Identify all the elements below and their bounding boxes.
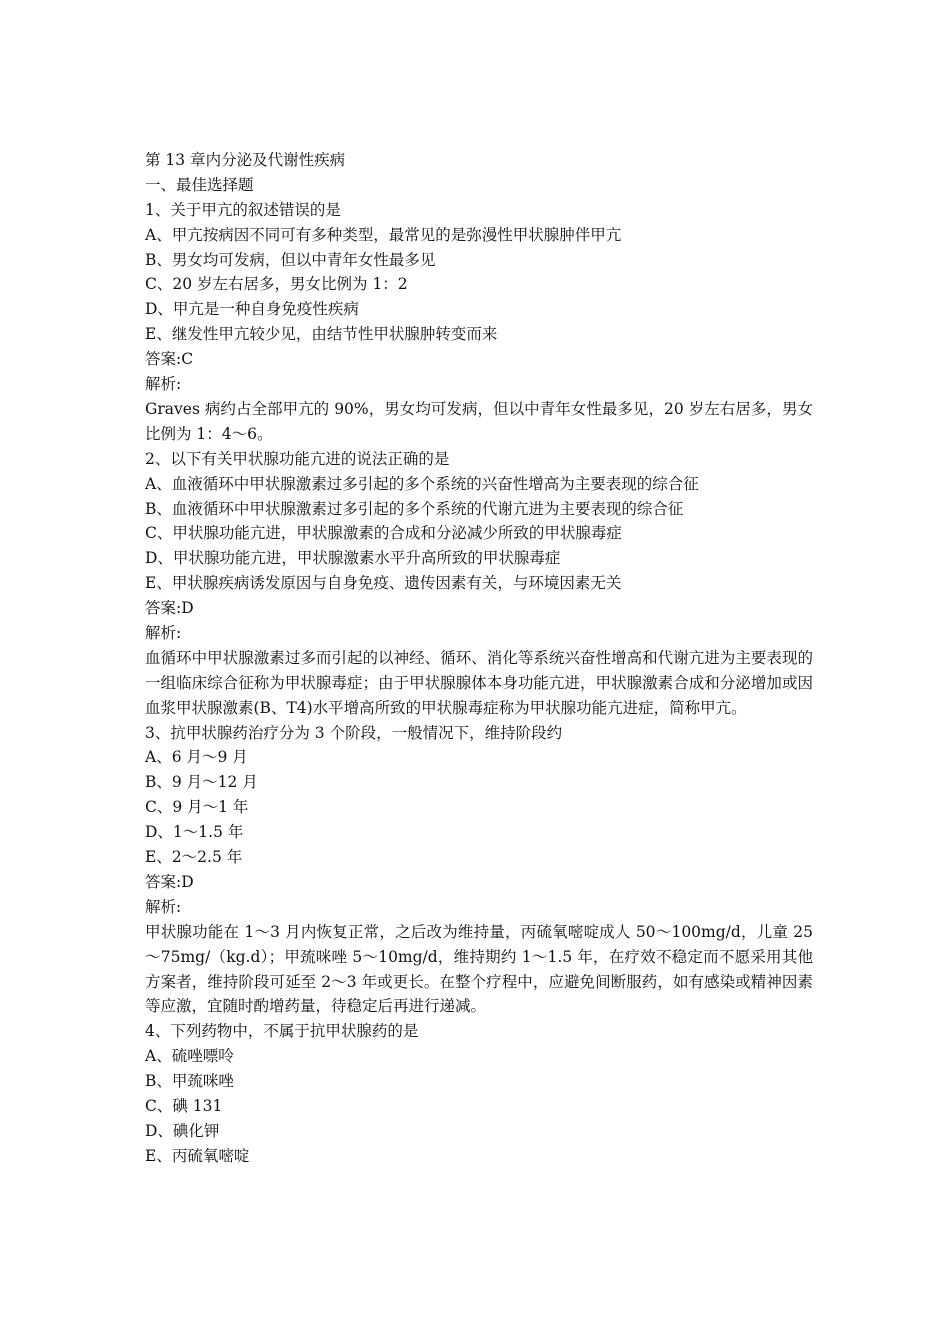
answer: 答案:D [145, 872, 194, 891]
section-title: 一、最佳选择题 [145, 175, 254, 194]
option-c: C、9 月～1 年 [145, 798, 249, 817]
option-e: E、2～2.5 年 [145, 848, 243, 867]
option-a: A、血液循环中甲状腺激素过多引起的多个系统的兴奋性增高为主要表现的综合征 [145, 474, 699, 493]
question-2 [145, 447, 813, 721]
question-stem: 4、下列药物中，不属于抗甲状腺药的是 [145, 1022, 419, 1041]
option-c: C、碘 131 [145, 1096, 223, 1115]
option-c: C、20 岁左右居多，男女比例为 1：2 [145, 275, 408, 294]
option-b: B、血液循环中甲状腺激素过多引起的多个系统的代谢亢进为主要表现的综合征 [145, 499, 684, 518]
answer: 答案:C [145, 350, 194, 369]
analysis-label: 解析: [145, 897, 182, 916]
analysis-text: Graves 病约占全部甲亢的 90%，男女均可发病，但以中青年女性最多见，20 岁左右居多，男女比例为 1：4～6。 [145, 399, 813, 443]
chapter-title: 第 13 章内分泌及代谢性疾病 [145, 151, 346, 169]
option-b: B、男女均可发病，但以中青年女性最多见 [145, 250, 436, 269]
document-body [145, 148, 813, 1169]
answer: 答案:D [145, 599, 194, 618]
analysis-label: 解析: [145, 623, 182, 642]
question-1 [145, 198, 813, 447]
option-d: D、碘化钾 [145, 1121, 220, 1140]
option-e: E、甲状腺疾病诱发原因与自身免疫、遗传因素有关，与环境因素无关 [145, 574, 622, 593]
question-stem: 2、以下有关甲状腺功能亢进的说法正确的是 [145, 449, 450, 468]
analysis-label: 解析: [145, 375, 182, 394]
question-stem: 3、抗甲状腺药治疗分为 3 个阶段，一般情况下，维持阶段约 [145, 723, 563, 742]
option-b: B、甲巯咪唑 [145, 1072, 234, 1091]
option-c: C、甲状腺功能亢进，甲状腺激素的合成和分泌减少所致的甲状腺毒症 [145, 524, 622, 543]
question-3 [145, 721, 813, 1020]
option-a: A、硫唑嘌呤 [145, 1047, 234, 1066]
option-b: B、9 月～12 月 [145, 773, 258, 792]
question-4 [145, 1019, 813, 1168]
option-d: D、甲亢是一种自身免疫性疾病 [145, 300, 359, 319]
question-stem: 1、关于甲亢的叙述错误的是 [145, 200, 341, 219]
option-e: E、丙硫氧嘧啶 [145, 1146, 250, 1165]
option-d: D、1～1.5 年 [145, 823, 244, 842]
analysis-text: 甲状腺功能在 1～3 月内恢复正常，之后改为维持量，丙硫氧嘧啶成人 50～100mg/d，儿童 25～75mg/（kg.d）；甲巯咪唑 5～10mg/d，维持期约 1～1.5 年，在疗效不稳定而不愿采用其他方案者，维持阶段可延至 2～3 年或更长。在整个疗程中，应避免间断服药，如有感染或精神因素等应激，宜随时酌增药量，待稳定后再进行递减。 [145, 922, 813, 1016]
option-a: A、甲亢按病因不同可有多种类型，最常见的是弥漫性甲状腺肿伴甲亢 [145, 225, 622, 244]
option-d: D、甲状腺功能亢进，甲状腺激素水平升高所致的甲状腺毒症 [145, 549, 561, 568]
analysis-text: 血循环中甲状腺激素过多而引起的以神经、循环、消化等系统兴奋性增高和代谢亢进为主要表现的一组临床综合征称为甲状腺毒症；由于甲状腺腺体本身功能亢进，甲状腺激素合成和分泌增加或因血浆甲状腺激素(B、T4)水平增高所致的甲状腺毒症称为甲状腺功能亢进症，简称甲亢。 [145, 648, 813, 717]
option-a: A、6 月～9 月 [145, 748, 248, 767]
option-e: E、继发性甲亢较少见，由结节性甲状腺肿转变而来 [145, 325, 498, 344]
